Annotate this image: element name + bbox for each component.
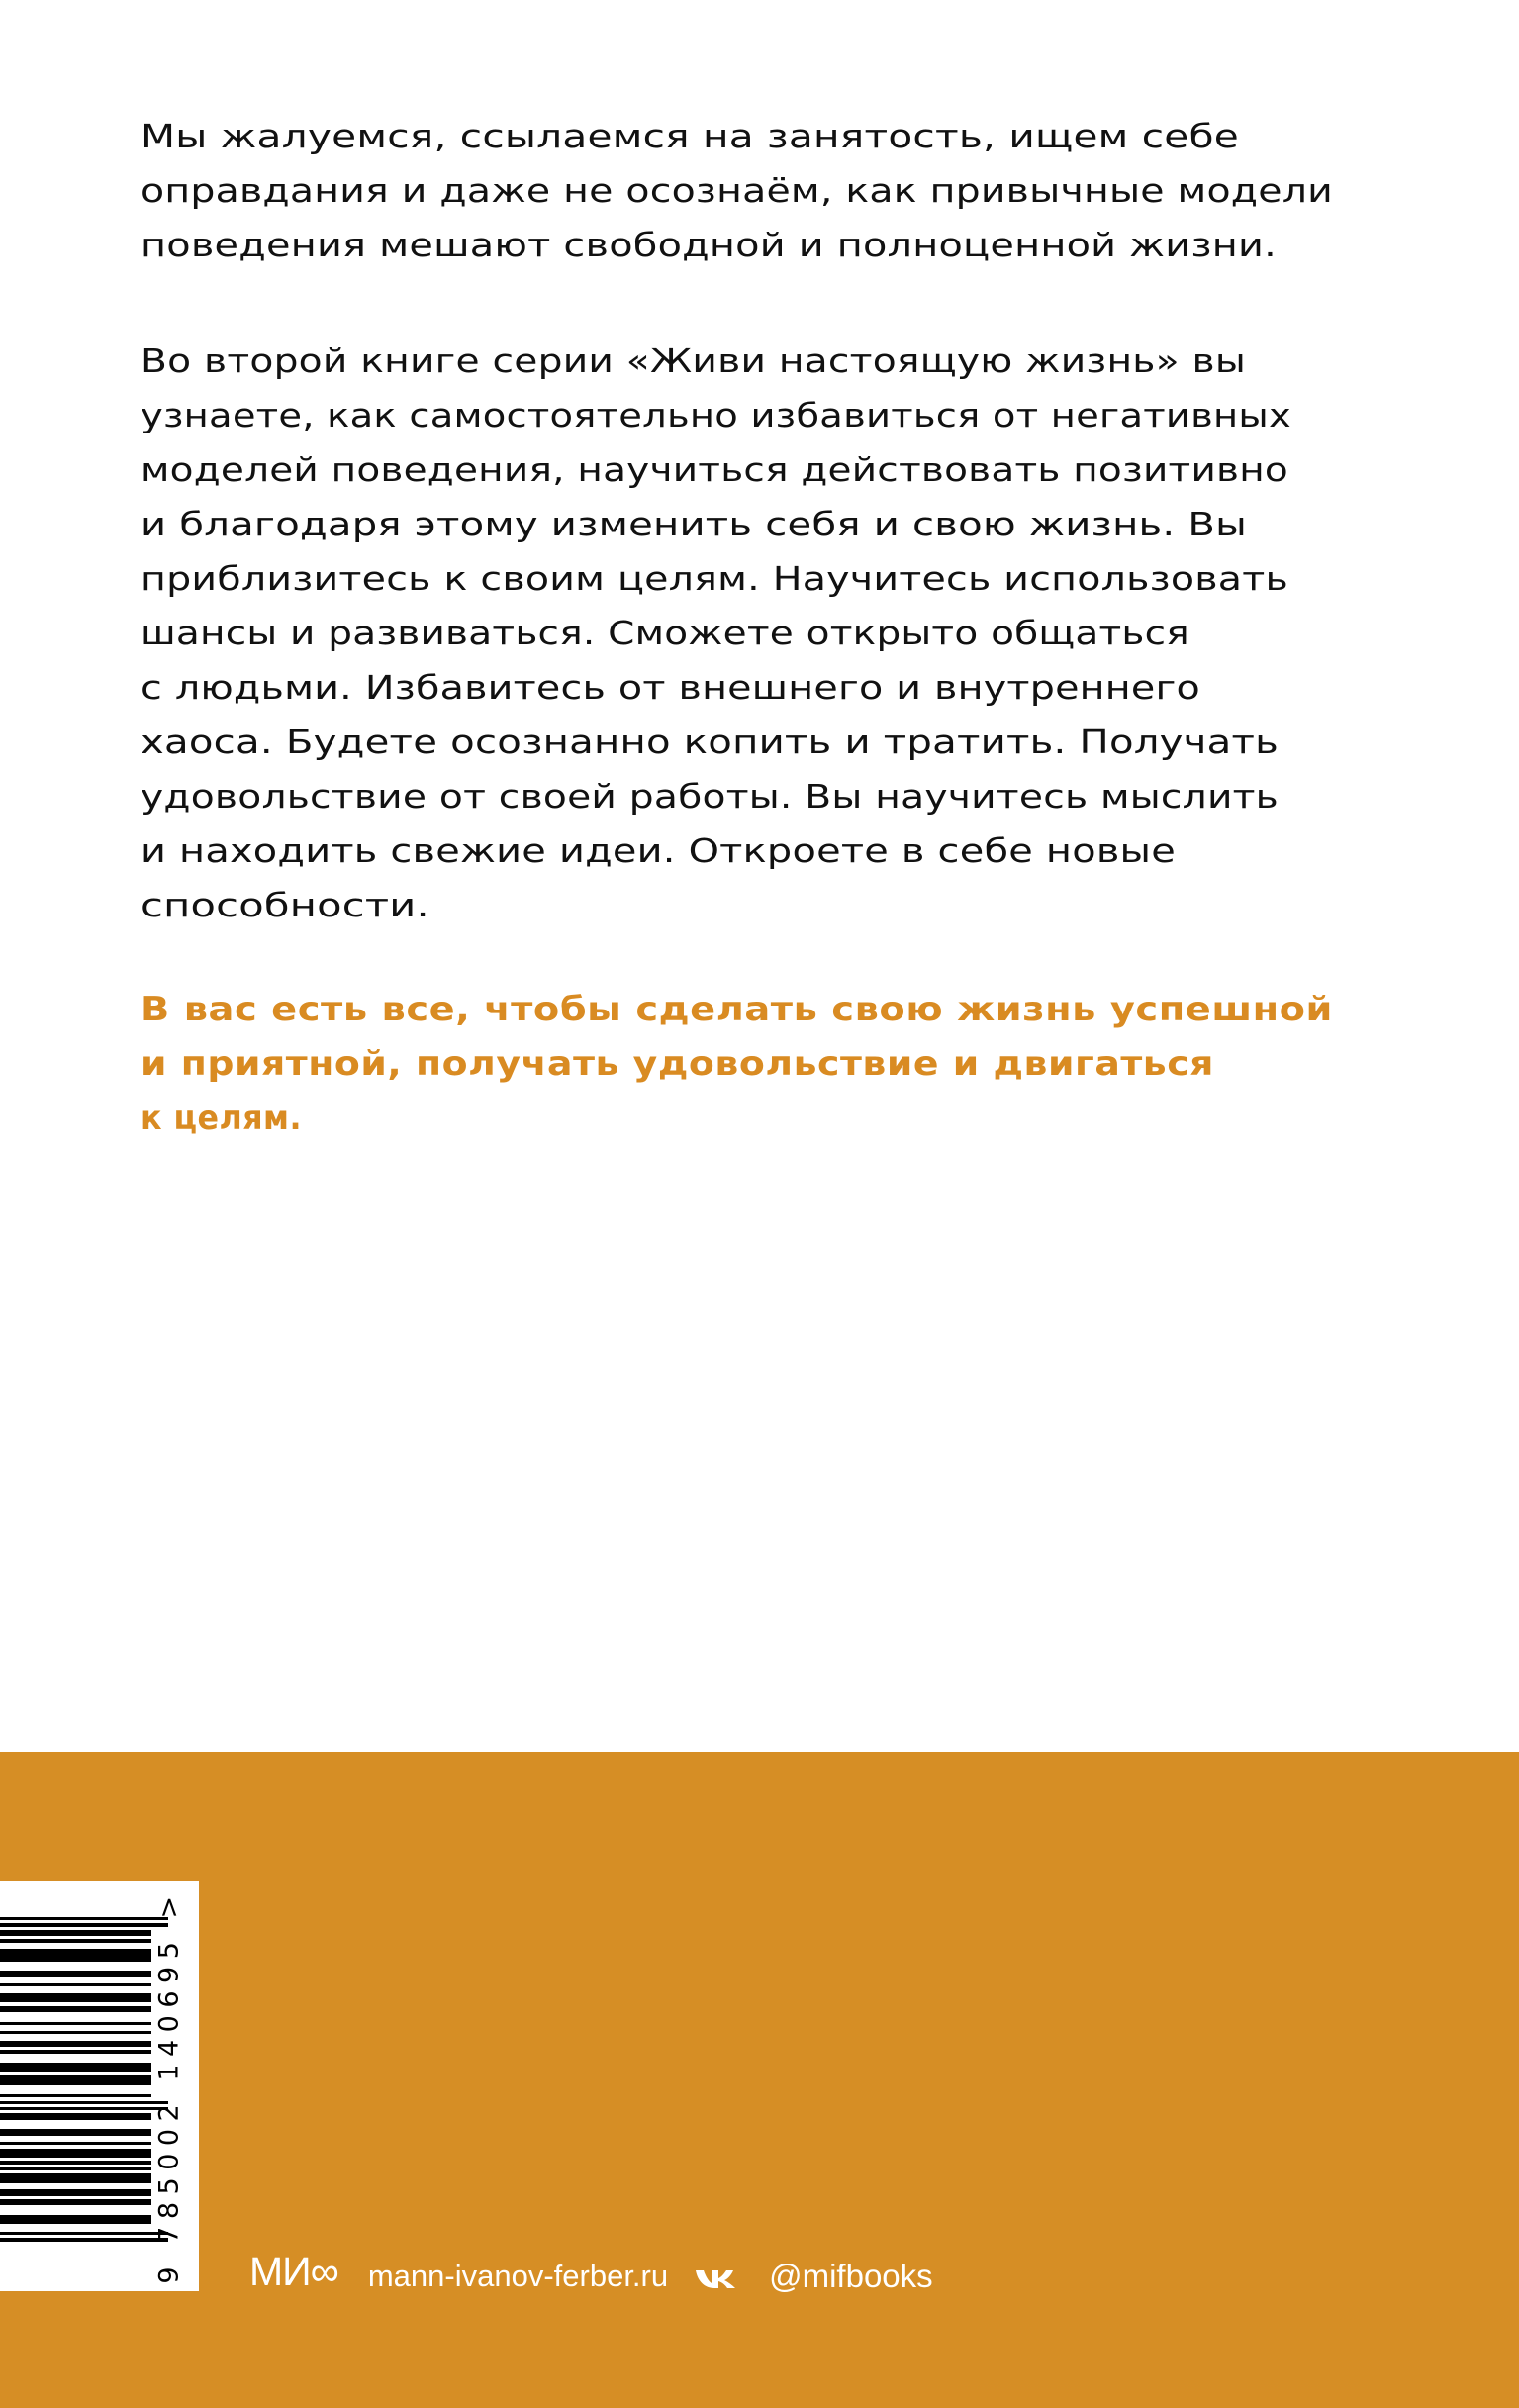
barcode-bar (0, 1930, 151, 1936)
barcode-bar (0, 1917, 168, 1920)
text-line: и находить свежие идеи. Откроете в себе новые (141, 831, 1176, 870)
barcode-bar (0, 2050, 151, 2053)
barcode-bar (0, 2022, 151, 2025)
barcode-digits (154, 1881, 184, 2291)
barcode-bar (0, 2113, 151, 2119)
barcode-bar (0, 2094, 151, 2097)
barcode-bar (0, 1993, 151, 2003)
barcode-bar (0, 2075, 151, 2085)
barcode-bar (0, 2199, 151, 2205)
vk-icon[interactable] (695, 2269, 736, 2289)
text-line: с людьми. Избавитесь от внешнего и внутреннего (141, 668, 1200, 707)
text-line: удовольствие от своей работы. Вы научитесь мыслить (141, 777, 1279, 816)
text-line: поведения мешают свободной и полноценной жизни. (141, 226, 1277, 264)
highlight-line: к целям. (141, 1099, 302, 1138)
barcode-bar (0, 2167, 151, 2170)
barcode-bar (0, 2161, 151, 2164)
text-line: оправдания и даже не осознаём, как привычные модели (141, 171, 1333, 210)
publisher-footer (249, 2249, 933, 2294)
barcode-bar (0, 2129, 151, 2135)
text-line: и благодаря этому изменить себя и свою жизнь. Вы (141, 505, 1247, 543)
barcode-bars (0, 1917, 170, 2244)
barcode-bar (0, 2101, 168, 2104)
barcode-bar (0, 2238, 168, 2241)
barcode-bar (0, 2142, 151, 2145)
barcode-bar (0, 1983, 151, 1986)
barcode-bar (0, 2189, 151, 2195)
website-link[interactable]: mann-ivanov-ferber.ru (367, 2259, 669, 2293)
barcode-bar (0, 2031, 151, 2034)
barcode-bar (0, 2107, 168, 2110)
text-line: узнаете, как самостоятельно избавиться от негативных (141, 396, 1291, 434)
publisher-logo: МИ∞ (249, 2249, 338, 2294)
barcode-bar (0, 2063, 151, 2072)
text-line: Мы жалуемся, ссылаемся на занятость, ищем себе (141, 117, 1239, 155)
barcode-bar (0, 1923, 168, 1926)
barcode-bar (0, 2006, 151, 2012)
barcode-bar (0, 1971, 151, 1976)
text-line: шансы и развиваться. Сможете открыто общаться (141, 614, 1189, 652)
barcode-bar (0, 2215, 151, 2225)
social-handle-link[interactable]: @mifbooks (769, 2258, 933, 2294)
highlight-line: и приятной, получать удовольствие и двигаться (141, 1044, 1214, 1084)
text-line: моделей поведения, научиться действовать позитивно (141, 450, 1288, 489)
barcode-bar (0, 1939, 151, 1942)
text-line: приблизитесь к своим целям. Научитесь использовать (141, 559, 1288, 598)
text-line: хаоса. Будете осознанно копить и тратить. Получать (141, 722, 1279, 761)
text-line: способности. (141, 886, 429, 924)
barcode-bar (0, 2041, 151, 2047)
barcode-bar (0, 2173, 151, 2183)
barcode-bar (0, 2149, 151, 2159)
text-line: Во второй книге серии «Живи настоящую жизнь» вы (141, 341, 1246, 380)
barcode-bar (0, 1949, 151, 1962)
barcode-number: 9 785002 140695 > (153, 1888, 185, 2284)
highlight-line: В вас есть все, чтобы сделать свою жизнь успешной (141, 990, 1333, 1029)
isbn-barcode (0, 1881, 199, 2291)
footer-band (0, 1752, 1519, 2408)
barcode-bar (0, 2232, 168, 2235)
